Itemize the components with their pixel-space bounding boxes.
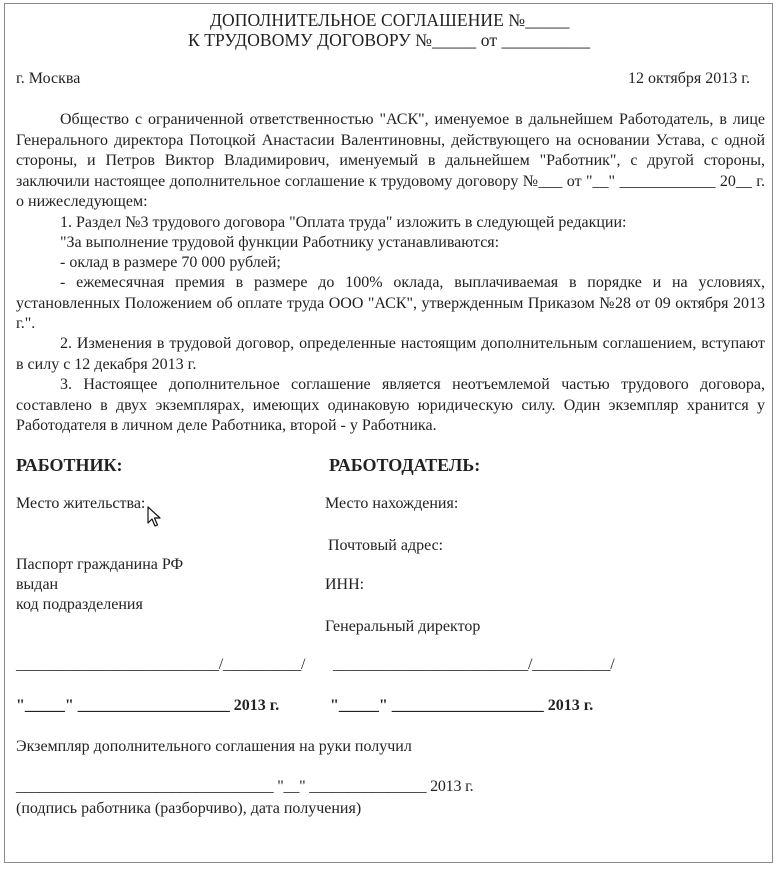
employee-residence: Место жительства: [16,495,146,512]
employer-inn: ИНН: [325,576,365,593]
quote-intro: "За выполнение трудовой функции Работнику устанавливаются: [60,234,500,251]
employer-location: Место нахождения: [325,495,459,512]
employer-signature-line: _________________________/__________/ [333,656,615,673]
place: г. Москва [16,70,81,87]
title-line-1: ДОПОЛНИТЕЛЬНОЕ СОГЛАШЕНИЕ №_____ [210,10,570,30]
employer-heading: РАБОТОДАТЕЛЬ: [329,455,481,475]
employer-postal: Почтовый адрес: [328,537,444,554]
receipt-line: _________________________________ "__" _______________ 2013 г. [16,778,474,795]
intro-paragraph: Общество с ограниченной ответственностью "АСК", именуемое в дальнейшем Работодатель, в лице Генерального директора Потоцкой Анастасии Валентиновны, действующего на основании Устава, с одной стороны, и Петров Виктор Владимирович, именуемый в дальнейшем "Работник", с другой стороны, заключили настоящее дополнительное соглашение к трудовому договору №___ от "__" ____________ 20__ г. о нижеследующем: [16,111,765,210]
employee-division-code: код подразделения [16,596,143,613]
title-line-2: К ТРУДОВОМУ ДОГОВОРУ №_____ от __________ [188,30,591,50]
item-1: 1. Раздел №3 трудового договора "Оплата труда" изложить в следующей редакции: [60,214,627,231]
date: 12 октября 2013 г. [628,70,750,87]
mouse-pointer-icon [146,506,162,528]
employee-date-line: "_____" ___________________ 2013 г. [16,697,280,714]
receipt-text: Экземпляр дополнительного соглашения на руки получил [16,738,412,755]
item-3: 3. Настоящее дополнительное соглашение является неотъемлемой частью трудового договора, составлено в двух экземплярах, имеющих одинаковую юридическую силу. Один экземпляр хранится у Работодателя в личном деле Работника, второй - у Работника. [16,376,765,434]
receipt-caption: (подпись работника (разборчиво), дата получения) [16,800,362,817]
salary-line: - оклад в размере 70 000 рублей; [60,254,281,271]
employee-signature-line: __________________________/__________/ [16,656,306,673]
employer-date-line: "_____" ___________________ 2013 г. [330,697,594,714]
employee-passport: Паспорт гражданина РФ [16,556,184,573]
employee-issued: выдан [16,576,59,593]
bonus-paragraph: - ежемесячная премия в размере до 100% оклада, выплачиваемая в порядке и на условиях, установленных Положением об оплате труда ООО "АСК", утвержденным Приказом №28 от 09 октября 2013 г.". [16,274,765,332]
item-2: 2. Изменения в трудовой договор, определенные настоящим дополнительным соглашением, вступают в силу с 12 декабря 2013 г. [16,335,765,373]
employer-director: Генеральный директор [325,618,481,635]
employee-heading: РАБОТНИК: [16,455,123,475]
